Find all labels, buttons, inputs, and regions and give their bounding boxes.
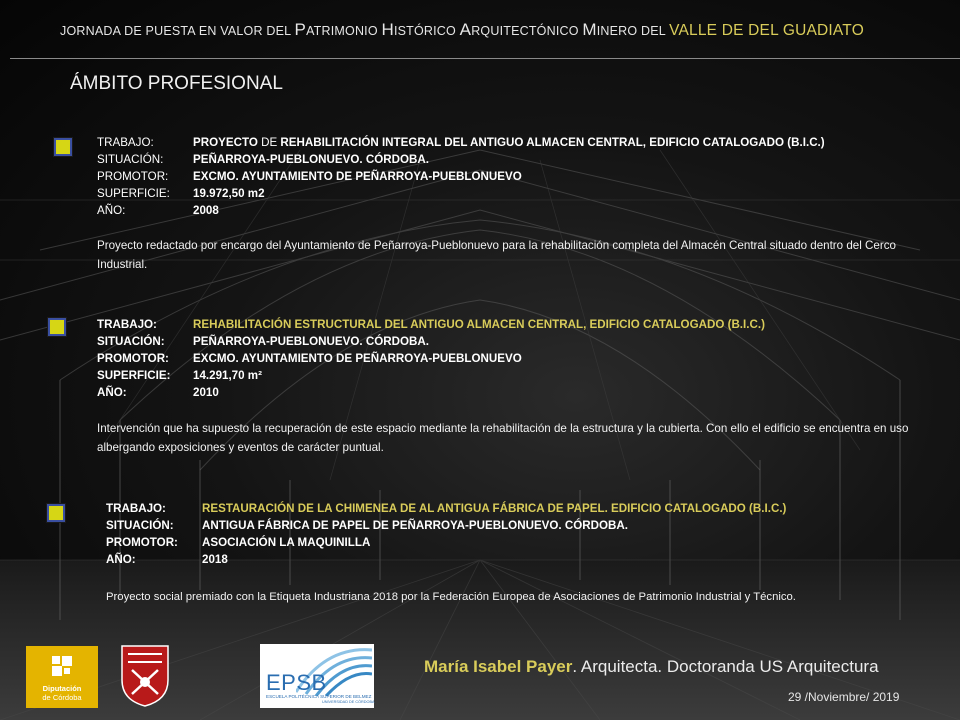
header-part: INERO DEL [596, 24, 670, 38]
field-row [97, 333, 765, 350]
field-key: AÑO: [106, 553, 136, 566]
field-key: SITUACIÓN: [97, 335, 165, 348]
diputacion-logo [26, 646, 98, 708]
field-value: 2018 [202, 553, 228, 566]
field-key: PROMOTOR: [97, 170, 169, 183]
field-value: EXCMO. AYUNTAMIENTO DE PEÑARROYA-PUEBLONUEVO [193, 352, 522, 365]
field-row [106, 534, 786, 551]
value-part: REHABILITACIÓN INTEGRAL DEL ANTIGUO ALMACEN CENTRAL, EDIFICIO CATALOGADO (B.I.C.) [280, 136, 825, 149]
project-description: Proyecto redactado por encargo del Ayuntamiento de Peñarroya-Pueblonuevo para la rehabilitación completa del Almacén Central situado dentro del Cerco Industrial. [97, 239, 896, 271]
field-value: PEÑARROYA-PUEBLONUEVO. CÓRDOBA. [193, 335, 429, 348]
project-entry-2 [97, 316, 765, 401]
field-key: AÑO: [97, 204, 126, 217]
diputacion-line1: Diputación [42, 684, 82, 693]
field-value: 14.291,70 m² [193, 369, 262, 382]
field-row [97, 316, 765, 333]
header-part: RQUITECTÓNICO [471, 24, 583, 38]
header-part: H [381, 20, 394, 39]
field-row [97, 151, 825, 168]
university-seal-icon [118, 642, 172, 708]
field-key: TRABAJO: [97, 318, 157, 331]
field-row [97, 134, 825, 151]
field-row [97, 202, 825, 219]
field-row [97, 350, 765, 367]
header-part: P [294, 20, 307, 39]
field-key: SITUACIÓN: [97, 153, 164, 166]
project-entry-1 [97, 134, 825, 219]
header-part: M [582, 20, 597, 39]
diputacion-mark-icon [48, 654, 76, 678]
header [0, 20, 960, 42]
field-key: SITUACIÓN: [106, 519, 174, 532]
field-value: RESTAURACIÓN DE LA CHIMENEA DE AL ANTIGUA FÁBRICA DE PAPEL. EDIFICIO CATALOGADO (B.I.C.) [202, 502, 787, 515]
diputacion-line2: de Córdoba [42, 693, 82, 702]
project-description: Proyecto social premiado con la Etiqueta Industriana 2018 por la Federación Europea de Asociaciones de Patrimonio Industrial y Técnico. [106, 591, 796, 603]
field-value: ASOCIACIÓN LA MAQUINILLA [202, 536, 371, 549]
field-row [97, 384, 765, 401]
field-row [97, 185, 825, 202]
field-key: TRABAJO: [106, 502, 166, 515]
header-divider [10, 58, 960, 59]
epsb-text: EPSB [266, 670, 327, 695]
project-entry-3 [106, 500, 786, 568]
header-title [60, 20, 864, 40]
field-key: AÑO: [97, 386, 127, 399]
field-key: SUPERFICIE: [97, 369, 171, 382]
author-name: María Isabel Payer [424, 657, 573, 676]
header-part-accent: VALLE DE DEL GUADIATO [669, 22, 864, 39]
author-role: . Arquitecta. Doctoranda US Arquitectura [572, 657, 879, 676]
field-key: SUPERFICIE: [97, 187, 170, 200]
epsb-subtitle: ESCUELA POLITÉCNICA SUPERIOR DE BELMEZ [266, 694, 372, 699]
field-value: 19.972,50 m2 [193, 187, 265, 200]
header-part: ATRIMONIO [306, 24, 382, 38]
bullet-square-icon [47, 504, 65, 522]
epsb-logo [260, 644, 374, 708]
logos-footer [0, 640, 960, 720]
author-line [424, 657, 879, 677]
field-value: REHABILITACIÓN ESTRUCTURAL DEL ANTIGUO ALMACEN CENTRAL, EDIFICIO CATALOGADO (B.I.C.) [193, 318, 765, 331]
field-value: EXCMO. AYUNTAMIENTO DE PEÑARROYA-PUEBLONUEVO [193, 170, 522, 183]
section-title: ÁMBITO PROFESIONAL [70, 73, 283, 94]
field-value: 2010 [193, 386, 219, 399]
header-part: ISTÓRICO [393, 24, 460, 38]
field-value: PEÑARROYA-PUEBLONUEVO. CÓRDOBA. [193, 153, 429, 166]
epsb-subtitle-2: UNIVERSIDAD DE CÓRDOBA [322, 700, 375, 704]
value-part: PROYECTO [193, 136, 262, 149]
field-row [106, 500, 786, 517]
header-part: JORNADA DE PUESTA EN VALOR DEL [60, 24, 295, 38]
field-value: 2008 [193, 204, 219, 217]
field-row [106, 551, 786, 568]
presentation-date: 29 /Noviembre/ 2019 [788, 690, 900, 704]
field-value [193, 134, 825, 151]
field-row [97, 367, 765, 384]
header-part: A [459, 20, 472, 39]
bullet-square-icon [48, 318, 66, 336]
field-row [97, 168, 825, 185]
project-description: Intervención que ha supuesto la recuperación de este espacio mediante la rehabilitación de la estructura y la cubierta. Con ello el edificio se encuentra en uso albergando exposiciones y eventos de carácter puntual. [97, 422, 909, 454]
field-key: TRABAJO: [97, 136, 154, 149]
value-part: DE [261, 136, 281, 149]
field-key: PROMOTOR: [106, 536, 178, 549]
field-value: ANTIGUA FÁBRICA DE PAPEL DE PEÑARROYA-PUEBLONUEVO. CÓRDOBA. [202, 519, 628, 532]
bullet-square-icon [54, 138, 72, 156]
field-key: PROMOTOR: [97, 352, 169, 365]
field-row [106, 517, 786, 534]
